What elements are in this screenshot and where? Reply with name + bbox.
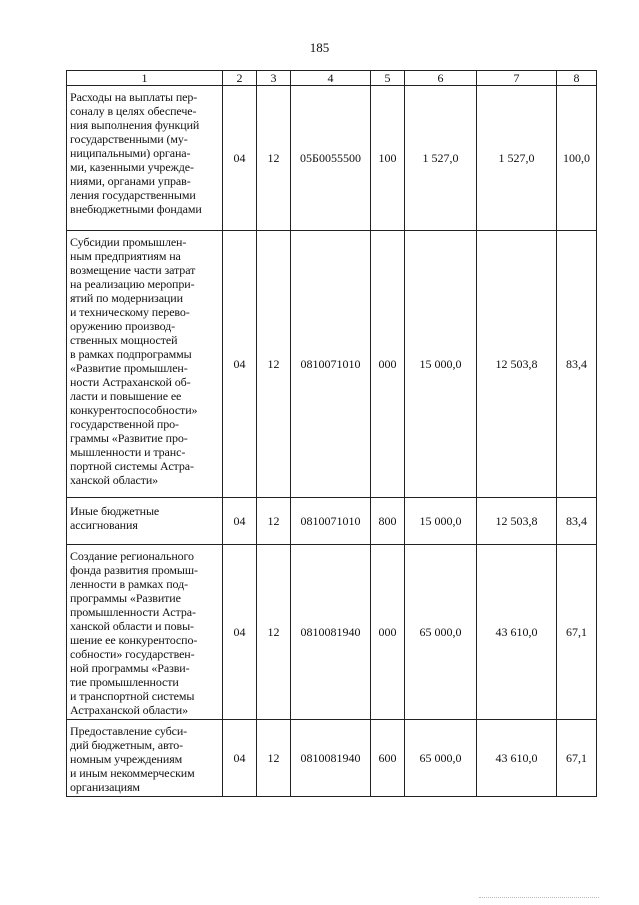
execution-percent: 67,1 <box>557 545 597 720</box>
table-row <box>67 231 597 498</box>
table-row <box>67 498 597 545</box>
subsection-code: 12 <box>257 498 291 545</box>
execution-percent: 100,0 <box>557 86 597 231</box>
target-article-code: 0810071010 <box>291 231 371 498</box>
expense-type-code: 000 <box>371 231 405 498</box>
section-code: 04 <box>223 231 257 498</box>
executed-amount: 12 503,8 <box>477 498 557 545</box>
section-code: 04 <box>223 86 257 231</box>
expense-type-code: 100 <box>371 86 405 231</box>
execution-percent: 67,1 <box>557 720 597 797</box>
header-cell-4: 4 <box>291 71 371 86</box>
expense-name: Создание регионального фонда развития промыш- ленности в рамках под- программы «Развитие промышленности Астра- ханской области и повы- шение ее конкурентоспо- собности» государствен- ной программы «Разви- тие промышленности и транспортной системы Астраханской области» <box>67 545 223 720</box>
expense-name: Расходы на выплаты пер- соналу в целях обеспече- ния выполнения функций государственными (му- ниципальными) органа- ми, казенными учрежде- ниями, органами управ- ления государственными внебюджетными фондами <box>67 86 223 231</box>
target-article-code: 0810071010 <box>291 498 371 545</box>
scan-artifact <box>479 897 599 899</box>
header-row <box>67 71 597 86</box>
section-code: 04 <box>223 498 257 545</box>
expense-name: Иные бюджетные ассигнования <box>67 498 223 545</box>
header-cell-3: 3 <box>257 71 291 86</box>
executed-amount: 12 503,8 <box>477 231 557 498</box>
subsection-code: 12 <box>257 720 291 797</box>
executed-amount: 1 527,0 <box>477 86 557 231</box>
section-code: 04 <box>223 720 257 797</box>
expense-name: Предоставление субси- дий бюджетным, авто- номным учреждениям и иным некоммерческим организациям <box>67 720 223 797</box>
table-row <box>67 86 597 231</box>
header-cell-2: 2 <box>223 71 257 86</box>
budget-table <box>66 70 597 797</box>
table-row <box>67 720 597 797</box>
expense-type-code: 000 <box>371 545 405 720</box>
header-cell-6: 6 <box>405 71 477 86</box>
executed-amount: 43 610,0 <box>477 545 557 720</box>
execution-percent: 83,4 <box>557 231 597 498</box>
approved-amount: 65 000,0 <box>405 545 477 720</box>
table-row <box>67 545 597 720</box>
subsection-code: 12 <box>257 545 291 720</box>
expense-name: Субсидии промышлен- ным предприятиям на возмещение части затрат на реализацию меропри- ятий по модернизации и техническому перево- оружению производ- ственных мощностей в рамках подпрограммы «Развитие промышлен- ности Астраханской об- ласти и повышение ее конкурентоспособности» государственной про- граммы «Развитие про- мышленности и транс- портной системы Астра- ханской области» <box>67 231 223 498</box>
executed-amount: 43 610,0 <box>477 720 557 797</box>
execution-percent: 83,4 <box>557 498 597 545</box>
approved-amount: 15 000,0 <box>405 498 477 545</box>
expense-type-code: 600 <box>371 720 405 797</box>
target-article-code: 0810081940 <box>291 720 371 797</box>
subsection-code: 12 <box>257 86 291 231</box>
header-cell-7: 7 <box>477 71 557 86</box>
header-cell-5: 5 <box>371 71 405 86</box>
page-number: 185 <box>309 40 330 55</box>
target-article-code: 05Б0055500 <box>291 86 371 231</box>
header-cell-1: 1 <box>67 71 223 86</box>
approved-amount: 15 000,0 <box>405 231 477 498</box>
approved-amount: 65 000,0 <box>405 720 477 797</box>
target-article-code: 0810081940 <box>291 545 371 720</box>
subsection-code: 12 <box>257 231 291 498</box>
approved-amount: 1 527,0 <box>405 86 477 231</box>
header-cell-8: 8 <box>557 71 597 86</box>
section-code: 04 <box>223 545 257 720</box>
expense-type-code: 800 <box>371 498 405 545</box>
